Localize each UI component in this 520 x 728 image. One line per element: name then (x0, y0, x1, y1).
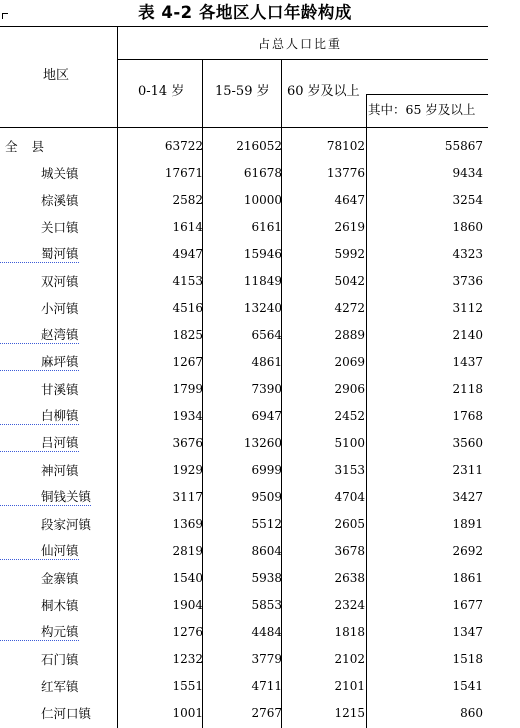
cell-15-59: 3779 (251, 651, 282, 666)
cell-15-59: 6947 (251, 408, 282, 423)
cell-60-plus: 13776 (326, 165, 365, 180)
table-row-total (0, 132, 483, 159)
cell-0-14: 1232 (172, 651, 203, 666)
cell-65-plus: 1860 (452, 219, 483, 234)
table-row (0, 429, 483, 456)
cell-15-59: 4711 (251, 678, 282, 693)
cell-15-59: 6999 (251, 462, 282, 477)
cell-60-plus: 2102 (334, 651, 365, 666)
cell-65-plus: 9434 (452, 165, 483, 180)
cell-0-14: 1825 (172, 327, 203, 342)
cell-60-plus: 1818 (334, 624, 365, 639)
cell-0-14: 1001 (172, 705, 203, 720)
cell-65-plus: 2140 (452, 327, 483, 342)
region-name: 仁河口镇 (41, 705, 92, 721)
header-bottom-rule (0, 127, 488, 128)
region-name: 白柳镇 (0, 402, 118, 429)
region-name: 甘溪镇 (41, 381, 79, 397)
region-name: 构元镇 (0, 618, 118, 645)
region-name-total: 全县 (5, 138, 59, 154)
cell-65-plus: 1891 (452, 516, 483, 531)
cell-60-plus: 4272 (334, 300, 365, 315)
cell-60-plus: 3153 (334, 462, 365, 477)
cell-65-plus: 1541 (452, 678, 483, 693)
cell-65-plus: 3736 (452, 273, 483, 288)
cell-60-plus: 5100 (334, 435, 365, 450)
table-row (0, 645, 483, 672)
table-row (0, 267, 483, 294)
cell-0-14: 3676 (172, 435, 203, 450)
region-name: 金寨镇 (41, 570, 79, 586)
table-row (0, 564, 483, 591)
table-row (0, 240, 483, 267)
region-name: 仙河镇 (0, 537, 118, 564)
cell-0-14: 17671 (164, 165, 203, 180)
cell-60-plus: 5042 (334, 273, 365, 288)
cell-15-59: 13240 (243, 300, 282, 315)
cell-0-14: 1934 (172, 408, 203, 423)
cell-65-plus: 1437 (452, 354, 483, 369)
table-row (0, 159, 483, 186)
cell-60-plus: 2619 (334, 219, 365, 234)
region-name: 桐木镇 (41, 597, 79, 613)
cell-0-14: 1799 (172, 381, 203, 396)
cell-65-plus: 1768 (452, 408, 483, 423)
table-row (0, 456, 483, 483)
cell-0-14: 63722 (164, 138, 203, 153)
cell-15-59: 2767 (251, 705, 282, 720)
table-row (0, 699, 483, 726)
table-row (0, 483, 483, 510)
cell-15-59: 6161 (251, 219, 282, 234)
cell-65-plus: 55867 (444, 138, 483, 153)
cell-65-plus: 860 (460, 705, 483, 720)
cell-65-plus: 1518 (452, 651, 483, 666)
cell-65-plus: 1677 (452, 597, 483, 612)
cell-0-14: 1551 (172, 678, 203, 693)
region-name: 红军镇 (41, 678, 79, 694)
cell-65-plus: 3254 (452, 192, 483, 207)
cell-0-14: 1267 (172, 354, 203, 369)
region-name: 蜀河镇 (0, 240, 118, 267)
header-col-15-59: 15-59 岁 (215, 84, 270, 99)
cell-0-14: 2819 (172, 543, 203, 558)
region-name: 麻坪镇 (0, 348, 118, 375)
cell-60-plus: 2101 (334, 678, 365, 693)
table-row (0, 537, 483, 564)
cell-0-14: 3117 (172, 489, 203, 504)
table-row (0, 186, 483, 213)
cell-65-plus: 3427 (452, 489, 483, 504)
cell-0-14: 1276 (172, 624, 203, 639)
cell-0-14: 1369 (172, 516, 203, 531)
cell-65-plus: 2692 (452, 543, 483, 558)
cell-15-59: 8604 (251, 543, 282, 558)
corner-marker (2, 13, 8, 19)
table-row (0, 321, 483, 348)
region-name: 段家河镇 (41, 516, 92, 532)
cell-65-plus: 3112 (452, 300, 483, 315)
cell-60-plus: 2452 (334, 408, 365, 423)
header-group: 占总人口比重 (258, 37, 343, 51)
cell-15-59: 216052 (236, 138, 282, 153)
cell-60-plus: 2605 (334, 516, 365, 531)
table-body (0, 132, 483, 726)
region-name: 赵湾镇 (0, 321, 118, 348)
cell-15-59: 9509 (251, 489, 282, 504)
table-row (0, 672, 483, 699)
cell-65-plus: 2311 (452, 462, 483, 477)
cell-60-plus: 3678 (334, 543, 365, 558)
cell-65-plus: 1861 (452, 570, 483, 585)
cell-15-59: 15946 (243, 246, 282, 261)
cell-60-plus: 2324 (334, 597, 365, 612)
cell-0-14: 1614 (172, 219, 203, 234)
header-col-0-14: 0-14 岁 (138, 84, 185, 99)
header-col-65-plus: 其中：65 岁及以上 (368, 102, 476, 117)
region-name: 小河镇 (41, 300, 79, 316)
population-table (0, 132, 483, 726)
region-name: 双河镇 (41, 273, 79, 289)
cell-15-59: 5512 (251, 516, 282, 531)
cell-15-59: 11849 (243, 273, 282, 288)
group-divider-rule (117, 59, 488, 60)
cell-65-plus: 4323 (452, 246, 483, 261)
cell-15-59: 13260 (243, 435, 282, 450)
cell-15-59: 5853 (251, 597, 282, 612)
table-title: 表 4-2 各地区人口年龄构成 (138, 3, 352, 22)
table-row (0, 213, 483, 240)
region-name: 吕河镇 (0, 429, 118, 456)
cell-60-plus: 78102 (326, 138, 365, 153)
cell-15-59: 61678 (243, 165, 282, 180)
region-name: 棕溪镇 (41, 192, 79, 208)
subcol-divider-rule (366, 94, 488, 95)
region-name: 铜钱关镇 (0, 483, 118, 510)
cell-65-plus: 1347 (452, 624, 483, 639)
cell-15-59: 4861 (251, 354, 282, 369)
region-name: 关口镇 (41, 219, 79, 235)
cell-15-59: 4484 (251, 624, 282, 639)
cell-0-14: 4153 (172, 273, 203, 288)
cell-15-59: 6564 (251, 327, 282, 342)
header-col-60-plus: 60 岁及以上 (287, 84, 360, 99)
table-row (0, 510, 483, 537)
table-row (0, 402, 483, 429)
cell-60-plus: 2906 (334, 381, 365, 396)
header-top-rule (0, 26, 488, 27)
cell-0-14: 1904 (172, 597, 203, 612)
cell-15-59: 10000 (243, 192, 282, 207)
cell-15-59: 5938 (251, 570, 282, 585)
cell-60-plus: 1215 (334, 705, 365, 720)
cell-0-14: 1929 (172, 462, 203, 477)
region-name: 神河镇 (41, 462, 79, 478)
cell-60-plus: 5992 (334, 246, 365, 261)
header-region: 地区 (43, 68, 70, 83)
cell-0-14: 1540 (172, 570, 203, 585)
table-row (0, 348, 483, 375)
region-name: 石门镇 (41, 651, 79, 667)
region-name: 城关镇 (41, 165, 79, 181)
cell-60-plus: 4647 (334, 192, 365, 207)
table-row (0, 618, 483, 645)
cell-65-plus: 3560 (452, 435, 483, 450)
cell-65-plus: 2118 (452, 381, 483, 396)
table-row (0, 591, 483, 618)
cell-60-plus: 2069 (334, 354, 365, 369)
cell-60-plus: 4704 (334, 489, 365, 504)
table-row (0, 375, 483, 402)
cell-60-plus: 2638 (334, 570, 365, 585)
table-row (0, 294, 483, 321)
cell-60-plus: 2889 (334, 327, 365, 342)
cell-0-14: 2582 (172, 192, 203, 207)
cell-15-59: 7390 (251, 381, 282, 396)
cell-0-14: 4516 (172, 300, 203, 315)
cell-0-14: 4947 (172, 246, 203, 261)
